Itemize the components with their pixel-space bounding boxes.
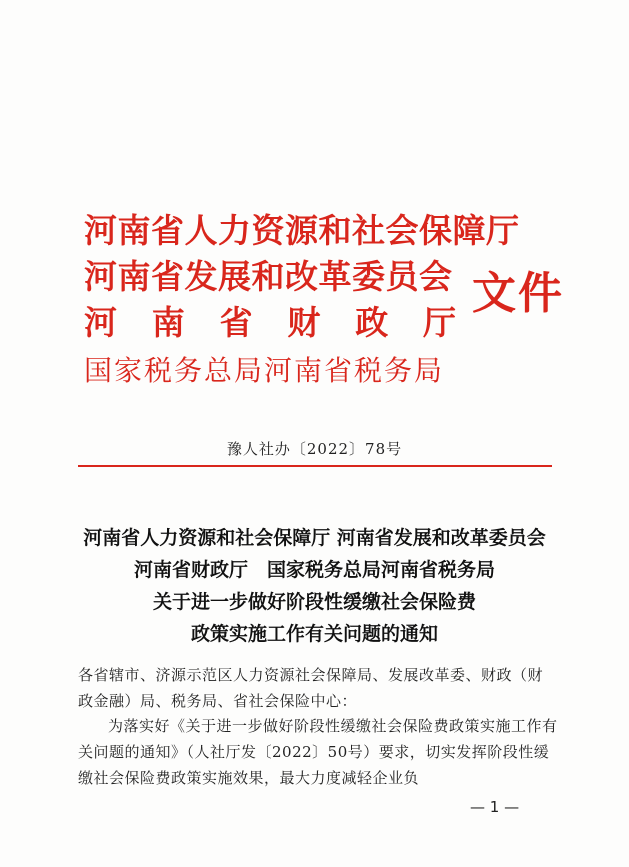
page-number: — 1 — — [470, 798, 520, 816]
addressee: 各省辖市、济源示范区人力资源社会保障局、发展改革委、财政（财政金融）局、税务局、省社会保险中心： — [78, 666, 544, 710]
org-line-ndrc: 河南省发展和改革委员会 — [84, 257, 453, 296]
red-divider-line — [78, 465, 552, 467]
title-line: 河南省人力资源和社会保障厅 河南省发展和改革委员会 — [83, 527, 546, 549]
org-line-finance-char: 南 — [151, 303, 185, 342]
org-line-tax: 国家税务总局河南省税务局 — [84, 354, 445, 387]
org-line-finance-char: 厅 — [422, 303, 456, 342]
org-line-finance-char: 财 — [287, 303, 321, 342]
document-number: 豫人社办〔2022〕78号 — [226, 440, 403, 458]
document-title — [0, 522, 629, 650]
body-paragraph: 为落实好《关于进一步做好阶段性缓缴社会保险费政策实施工作有关问题的通知》（人社厅发〔2022〕50号）要求，切实发挥阶段性缓缴社会保险费政策实施效果，最大力度减轻企业负 — [78, 717, 558, 787]
org-line-hrss: 河南省人力资源和社会保障厅 — [84, 211, 520, 250]
org-line-finance-char: 省 — [219, 303, 253, 342]
org-line-finance-char: 河 — [84, 303, 117, 342]
document-type-label: 文件 — [472, 268, 564, 319]
title-line: 关于进一步做好阶段性缓缴社会保险费 — [152, 591, 476, 613]
title-line: 河南省财政厅 国家税务总局河南省税务局 — [133, 559, 495, 581]
org-line-finance — [84, 303, 456, 342]
org-line-finance-char: 政 — [355, 303, 389, 342]
title-line: 政策实施工作有关问题的通知 — [190, 623, 438, 645]
